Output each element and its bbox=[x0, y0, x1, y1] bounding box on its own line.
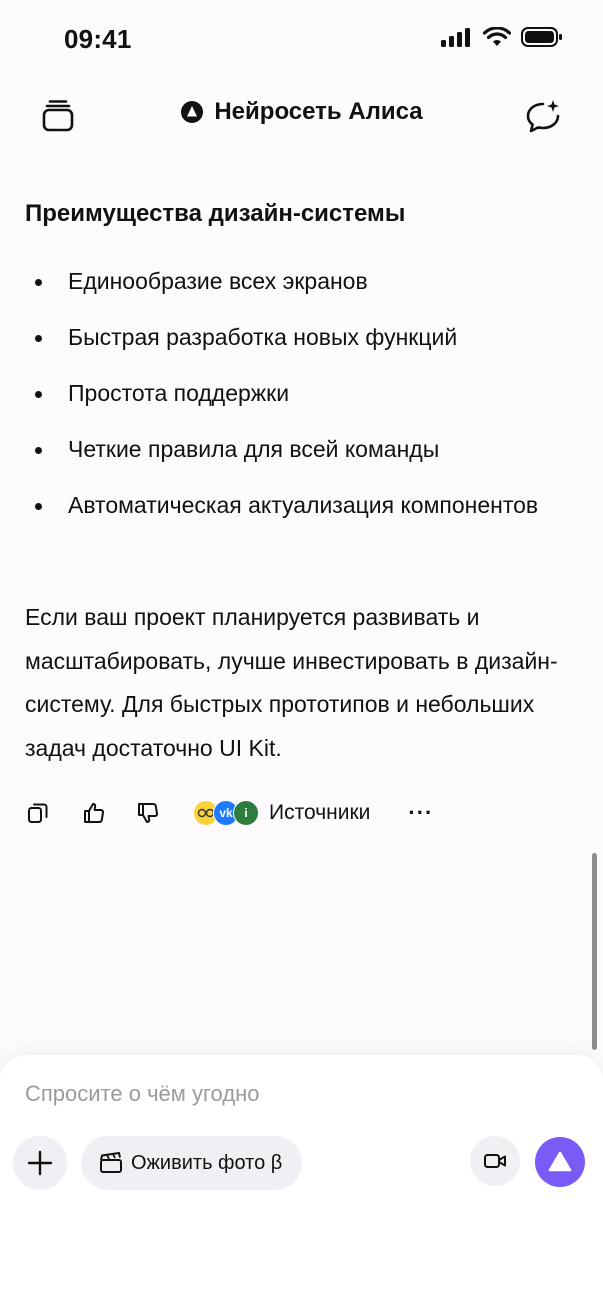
section-heading: Преимущества дизайн-системы bbox=[25, 200, 406, 227]
list-item: Единообразие всех экранов bbox=[25, 260, 585, 303]
answer-paragraph: Если ваш проект планируется развивать и масштабировать, лучше инвестировать в дизайн-систему. Для быстрых прототипов и небольших задач достаточно UI Kit. bbox=[25, 604, 558, 761]
status-time: 09:41 bbox=[64, 24, 132, 54]
clapperboard-icon bbox=[99, 1152, 123, 1174]
list-item: Четкие правила для всей команды bbox=[25, 428, 585, 471]
thumbs-up-icon bbox=[82, 801, 106, 825]
sources-label: Источники bbox=[269, 801, 371, 824]
video-button[interactable] bbox=[470, 1136, 520, 1186]
thumbs-down-icon bbox=[136, 801, 160, 825]
like-button[interactable] bbox=[81, 800, 107, 826]
alice-logo-icon bbox=[180, 100, 204, 124]
sources-button[interactable] bbox=[193, 800, 370, 826]
wifi-icon bbox=[483, 27, 511, 47]
list-item: Автоматическая актуализация компонентов bbox=[25, 484, 585, 527]
copy-icon bbox=[27, 802, 49, 824]
message-actions bbox=[25, 795, 433, 831]
scrollbar[interactable] bbox=[592, 853, 597, 1050]
alice-icon bbox=[548, 1151, 572, 1173]
attach-button[interactable] bbox=[13, 1136, 67, 1190]
chat-sparkle-icon bbox=[523, 96, 563, 136]
prompt-input[interactable] bbox=[25, 1081, 545, 1107]
app-title: Нейросеть Алиса bbox=[214, 98, 423, 125]
more-button[interactable]: ··· bbox=[408, 800, 434, 825]
advantages-list bbox=[25, 260, 585, 540]
video-camera-icon bbox=[483, 1152, 507, 1170]
revive-photo-label: Оживить фото β bbox=[131, 1151, 283, 1174]
header-title bbox=[0, 98, 603, 126]
status-icons bbox=[441, 26, 563, 48]
dislike-button[interactable] bbox=[135, 800, 161, 826]
alice-voice-button[interactable] bbox=[535, 1137, 585, 1187]
list-item: Быстрая разработка новых функций bbox=[25, 316, 585, 359]
revive-photo-button[interactable] bbox=[81, 1136, 302, 1190]
new-chat-button[interactable] bbox=[523, 96, 563, 136]
list-item: Простота поддержки bbox=[25, 372, 585, 415]
info-icon: i bbox=[233, 800, 259, 826]
copy-button[interactable] bbox=[25, 800, 51, 826]
signal-icon bbox=[441, 27, 473, 47]
battery-icon bbox=[521, 26, 563, 48]
vk-icon: vk bbox=[213, 800, 239, 826]
plus-icon bbox=[27, 1150, 53, 1176]
